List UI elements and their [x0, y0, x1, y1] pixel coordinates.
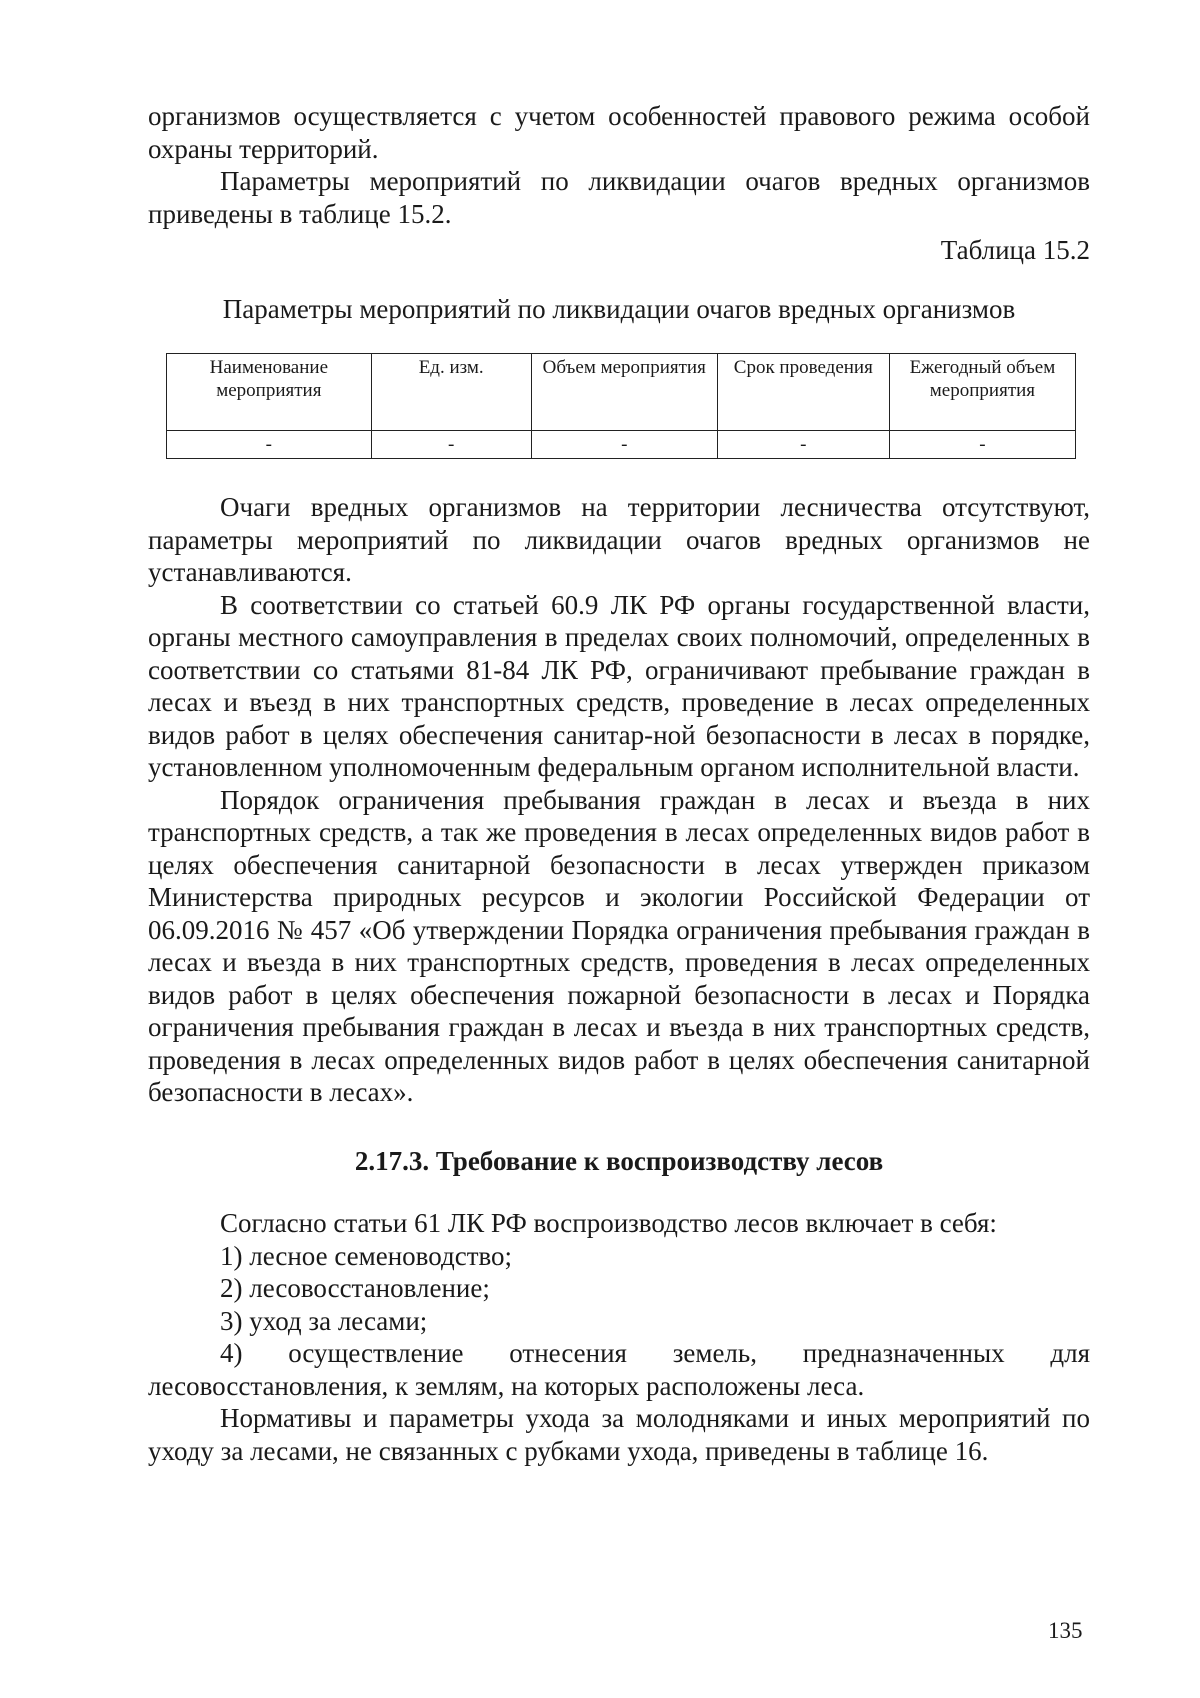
- list-item: 4) осуществление отнесения земель, предназначенных для лесовосстановления, к землям, на которых расположены леса.: [148, 1338, 1090, 1401]
- table-cell: -: [717, 431, 889, 459]
- table-cell: -: [167, 431, 372, 459]
- table-header-cell: Срок проведения: [717, 354, 889, 431]
- table-header-cell: Ежегодный объем мероприятия: [889, 354, 1075, 431]
- table-label: Таблица 15.2: [940, 235, 1090, 265]
- paragraph-table-reference: Параметры мероприятий по ликвидации очагов вредных организмов приведены в таблице 15.2.: [148, 166, 1090, 229]
- paragraph-order-457: Порядок ограничения пребывания граждан в лесах и въезда в них транспортных средств, а так же проведения в лесах определенных видов работ в целях обеспечения санитарной безопасности в лесах утвержден приказом Министерства природных ресурсов и экологии Российской Федерации от 06.09.2016 № 457 «Об утверждении Порядка ограничения пребывания граждан в лесах и въезда в них транспортных средств, проведения в лесах определенных видов работ в целях обеспечения пожарной безопасности в лесах и Порядка ограничения пребывания граждан в лесах и въезда в них транспортных средств, проведения в лесах определенных видов работ в целях обеспечения санитарной безопасности в лесах».: [148, 784, 1090, 1107]
- table-header-cell: Объем мероприятия: [531, 354, 717, 431]
- list-item: 1) лесное семеноводство;: [220, 1240, 513, 1271]
- list-item: 2) лесовосстановление;: [220, 1273, 490, 1303]
- paragraph-article-61: Согласно статьи 61 ЛК РФ воспроизводство лесов включает в себя:: [220, 1208, 997, 1238]
- table-header-row: [167, 354, 1076, 431]
- page-content: [148, 100, 1090, 1467]
- paragraph-article-60-9: В соответствии со статьей 60.9 ЛК РФ органы государственной власти, органы местного самоуправления в пределах своих полномочий, определенных в соответствии со статьями 81-84 ЛК РФ, ограничивают пребывание граждан в лесах и въезд в них транспортных средств, проведение в лесах определенных видов работ в целях обеспечения санитар-ной безопасности в лесах в порядке, установленном уполномоченным федеральным органом исполнительной власти.: [148, 589, 1090, 782]
- paragraph-continuation: организмов осуществляется с учетом особенностей правового режима особой охраны территорий.: [148, 101, 1090, 164]
- list-item: 3) уход за лесами;: [220, 1305, 428, 1336]
- table-cell: -: [371, 431, 531, 459]
- table-header-cell: Ед. изм.: [371, 354, 531, 431]
- table-row: [167, 431, 1076, 459]
- table-caption: Параметры мероприятий по ликвидации очагов вредных организмов: [222, 293, 1016, 324]
- paragraph-no-outbreaks: Очаги вредных организмов на территории лесничества отсутствуют, параметры мероприятий по ликвидации очагов вредных организмов не устанавливаются.: [148, 492, 1090, 587]
- table-cell: -: [531, 431, 717, 459]
- section-heading: 2.17.3. Требование к воспроизводству лесов: [354, 1145, 884, 1176]
- table-header-cell: Наименование мероприятия: [167, 354, 372, 431]
- measures-table: [166, 353, 1076, 459]
- page-number: 135: [1048, 1618, 1083, 1643]
- table-cell: -: [889, 431, 1075, 459]
- paragraph-table-16-reference: Нормативы и параметры ухода за молодняками и иных мероприятий по уходу за лесами, не связанных с рубками ухода, приведены в таблице 16.: [148, 1403, 1090, 1466]
